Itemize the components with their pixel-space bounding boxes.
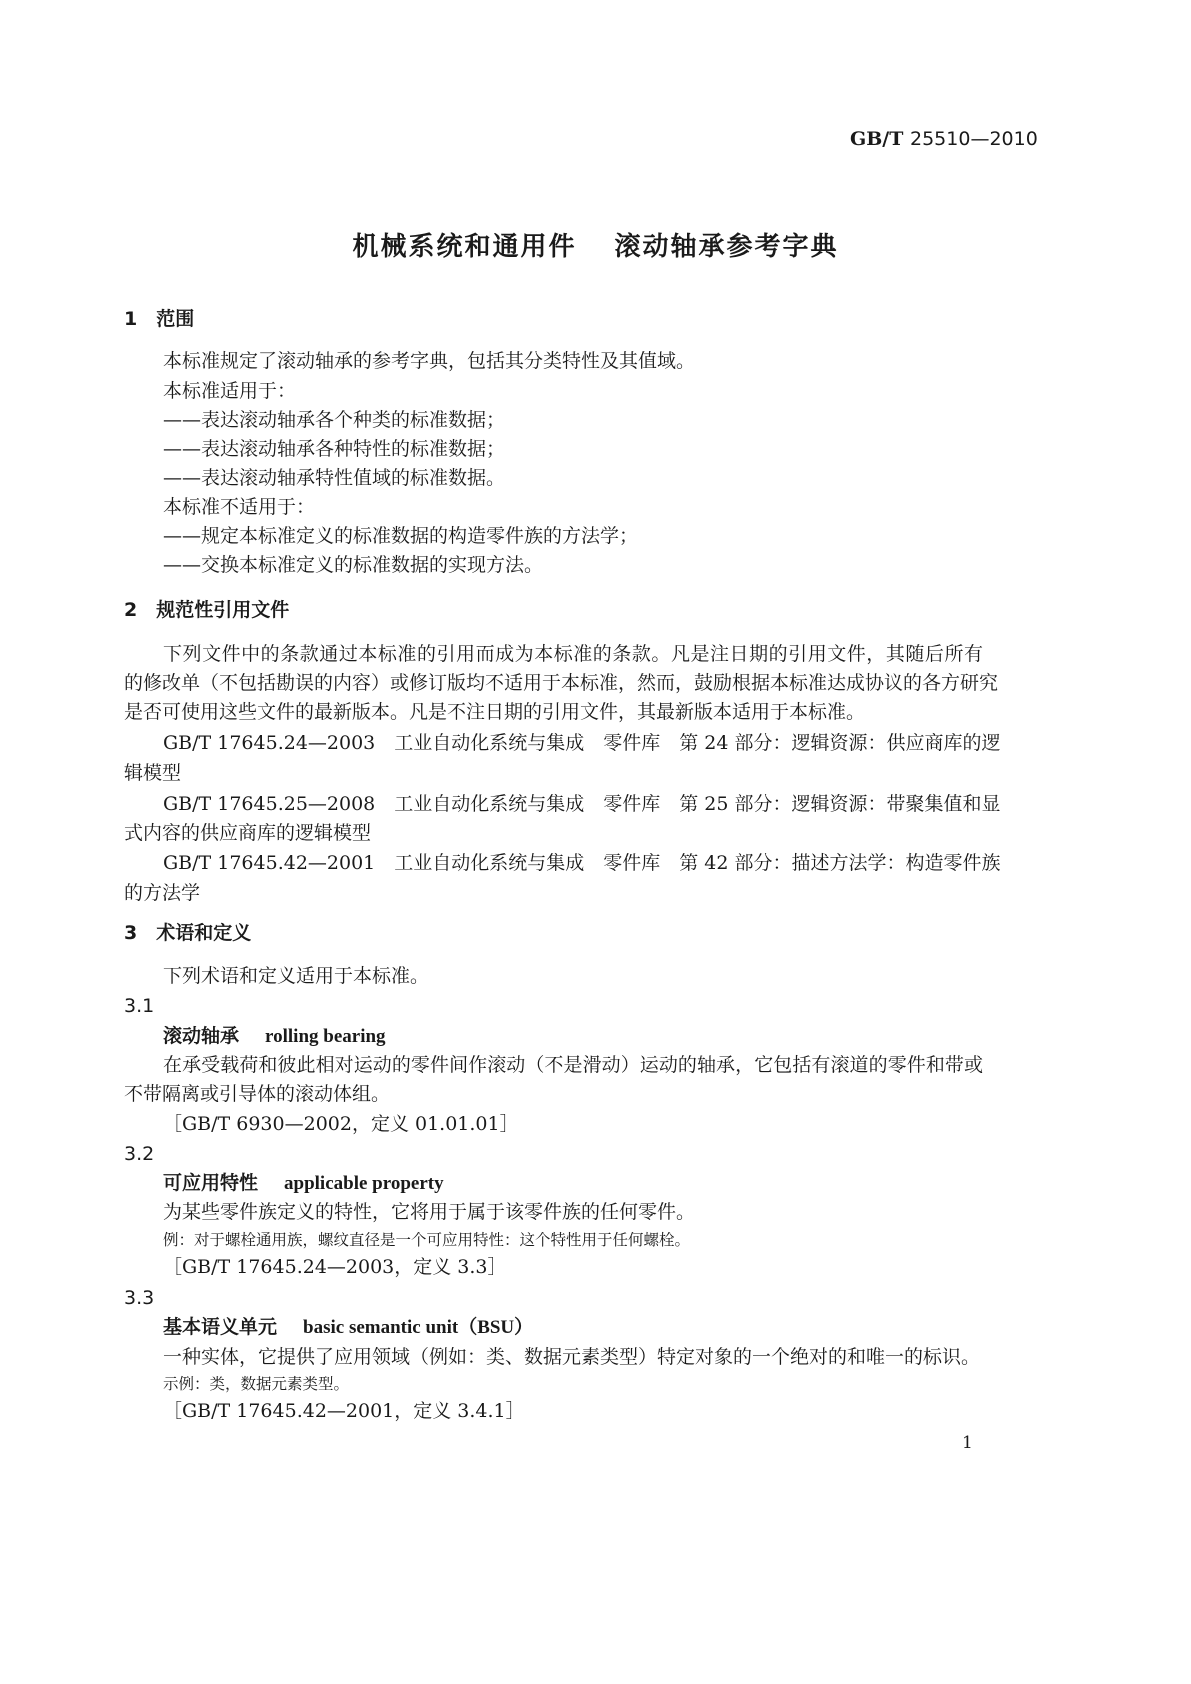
reference-line: 式内容的供应商库的逻辑模型	[124, 822, 372, 844]
term-heading	[163, 1170, 444, 1197]
term-heading	[163, 1023, 386, 1050]
term-cn: 滚动轴承	[163, 1025, 240, 1047]
section-1-line: 本标准规定了滚动轴承的参考字典，包括其分类特性及其值域。	[163, 350, 696, 372]
term-source: ［GB/T 6930—2002，定义 01.01.01］	[163, 1113, 519, 1135]
title-part1: 机械系统和通用件	[352, 232, 577, 262]
page-number: 1	[962, 1433, 973, 1453]
reference-line: 的方法学	[124, 882, 201, 904]
section-3-intro: 下列术语和定义适用于本标准。	[163, 965, 430, 987]
standard-code-prefix: GB/T	[850, 128, 904, 150]
standard-code-number: 25510—2010	[910, 128, 1038, 150]
section-1-heading: 1 范围	[124, 308, 195, 330]
term-number: 3.3	[124, 1287, 155, 1309]
term-en: basic semantic unit（BSU）	[303, 1317, 534, 1338]
reference-line: 辑模型	[124, 762, 182, 784]
term-cn: 基本语义单元	[163, 1316, 278, 1338]
term-en: applicable property	[284, 1173, 444, 1194]
reference-line: GB/T 17645.25—2008 工业自动化系统与集成 零件库 第 25 部分：逻辑资源：带聚集值和显	[163, 793, 1001, 815]
term-source: ［GB/T 17645.42—2001，定义 3.4.1］	[163, 1400, 525, 1422]
term-source: ［GB/T 17645.24—2003，定义 3.3］	[163, 1256, 507, 1278]
section-3-heading: 3 术语和定义	[124, 922, 252, 944]
title-part2: 滚动轴承参考字典	[614, 232, 839, 262]
section-1-line: ——表达滚动轴承特性值域的标准数据。	[163, 467, 506, 489]
section-2-heading: 2 规范性引用文件	[124, 599, 290, 621]
term-heading	[163, 1314, 533, 1341]
reference-line: GB/T 17645.42—2001 工业自动化系统与集成 零件库 第 42 部分：描述方法学：构造零件族	[163, 852, 1001, 874]
section-1-line: ——表达滚动轴承各种特性的标准数据；	[163, 438, 506, 460]
section-2-paragraph-line: 的修改单（不包括勘误的内容）或修订版均不适用于本标准，然而，鼓励根据本标准达成协议的各方研究	[124, 672, 999, 694]
page-title	[0, 230, 1191, 264]
section-2-paragraph-line: 是否可使用这些文件的最新版本。凡是不注日期的引用文件，其最新版本适用于本标准。	[124, 701, 866, 723]
term-cn: 可应用特性	[163, 1172, 259, 1194]
section-1-line: ——表达滚动轴承各个种类的标准数据；	[163, 409, 506, 431]
section-1-line: 本标准不适用于：	[163, 496, 316, 518]
term-definition-line: 为某些零件族定义的特性，它将用于属于该零件族的任何零件。	[163, 1201, 696, 1223]
standard-code	[850, 126, 1038, 152]
term-example-note: 例：对于螺栓通用族，螺纹直径是一个可应用特性：这个特性用于任何螺栓。	[163, 1231, 691, 1249]
section-1-line: ——规定本标准定义的标准数据的构造零件族的方法学；	[163, 525, 639, 547]
term-definition-line: 一种实体，它提供了应用领域（例如：类、数据元素类型）特定对象的一个绝对的和唯一的标识。	[163, 1346, 981, 1368]
term-number: 3.1	[124, 995, 155, 1017]
term-en: rolling bearing	[265, 1026, 386, 1047]
section-2-paragraph-line: 下列文件中的条款通过本标准的引用而成为本标准的条款。凡是注日期的引用文件，其随后所有	[163, 643, 983, 665]
section-1-line: ——交换本标准定义的标准数据的实现方法。	[163, 554, 544, 576]
term-number: 3.2	[124, 1143, 155, 1165]
term-definition-line: 不带隔离或引导体的滚动体组。	[124, 1083, 391, 1105]
term-example-note: 示例：类，数据元素类型。	[163, 1375, 350, 1393]
section-1-line: 本标准适用于：	[163, 380, 297, 402]
term-definition-line: 在承受载荷和彼此相对运动的零件间作滚动（不是滑动）运动的轴承，它包括有滚道的零件和带或	[163, 1054, 983, 1076]
reference-line: GB/T 17645.24—2003 工业自动化系统与集成 零件库 第 24 部分：逻辑资源：供应商库的逻	[163, 732, 1001, 754]
